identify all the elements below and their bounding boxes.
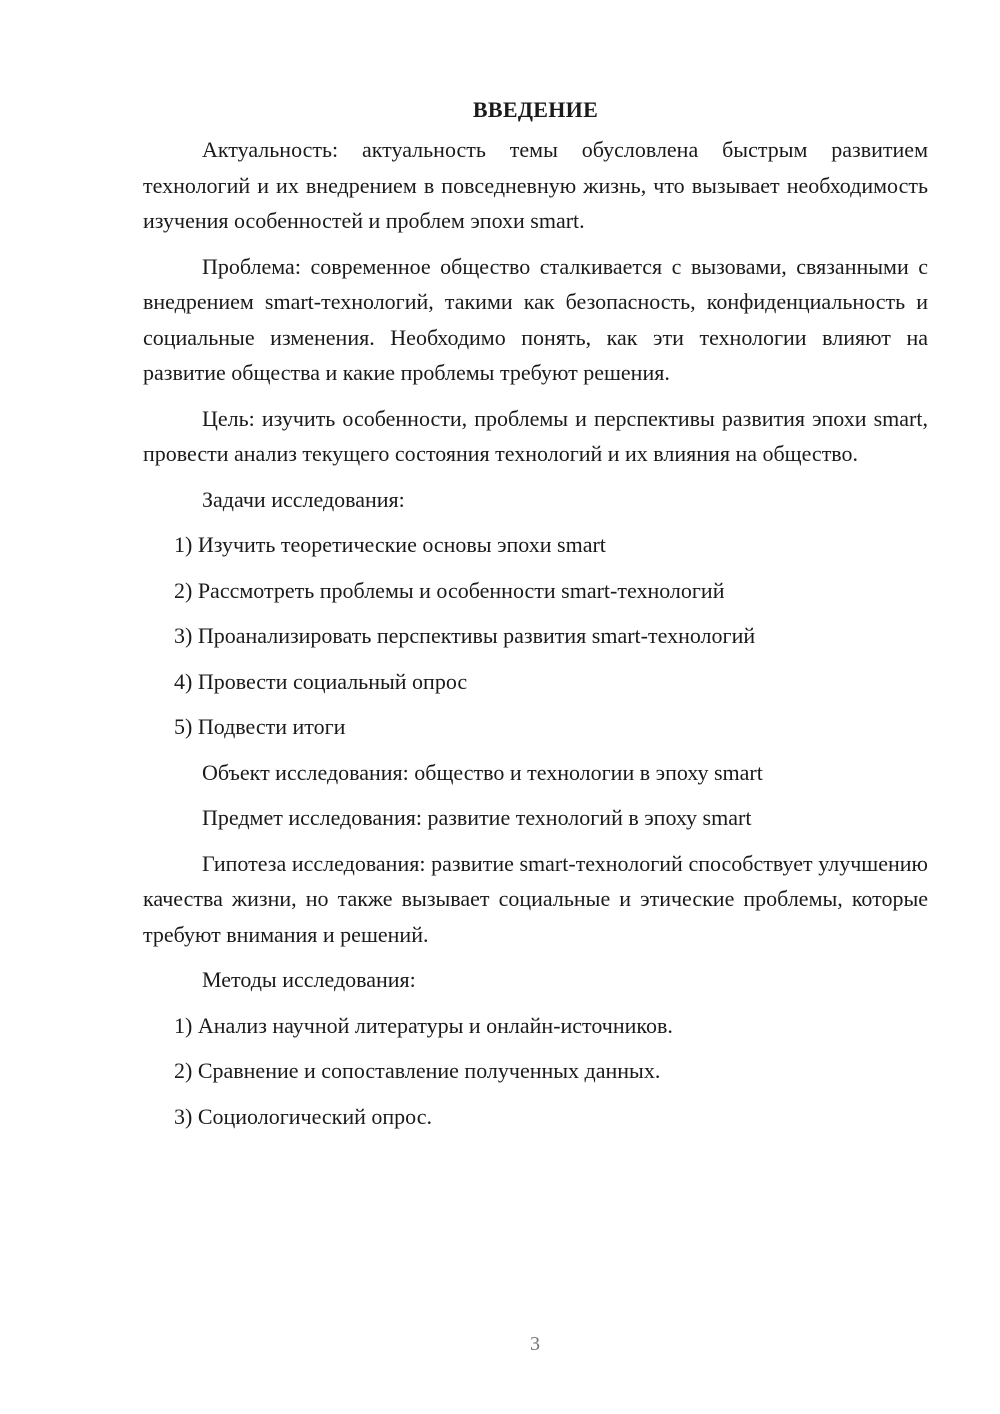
method-item: 3) Социологический опрос. [174,1103,432,1129]
methods-heading: Методы исследования: [202,967,416,992]
object-line: Объект исследования: общество и технологии в эпоху smart [202,759,763,785]
hypothesis-paragraph: Гипотеза исследования: развитие smart-технологий способствует улучшению качества жизни, но также вызывает социальные и этические проблемы, которые требуют внимания и решений. [143,850,928,947]
method-item: 2) Сравнение и сопоставление полученных данных. [174,1058,661,1083]
task-item: 5) Подвести итоги [174,714,346,739]
task-item: 4) Провести социальный опрос [174,668,468,694]
page-number: 3 [530,1333,540,1355]
method-item: 1) Анализ научной литературы и онлайн-источников. [174,1012,673,1038]
page-title: ВВЕДЕНИЕ [472,97,599,122]
relevance-paragraph: Актуальность: актуальность темы обусловлена быстрым развитием технологий и их внедрением в повседневную жизнь, что вызывает необходимость изучения особенностей и проблем эпохи smart. [143,137,928,233]
task-item: 1) Изучить теоретические основы эпохи smart [174,532,606,557]
task-item: 3) Проанализировать перспективы развития smart-технологий [174,623,756,648]
document-body [143,92,928,1144]
problem-paragraph: Проблема: современное общество сталкивается с вызовами, связанными с внедрением smart-технологий, такими как безопасность, конфиденциальность и социальные изменения. Необходимо понять, как эти технологии влияют на развитие общества и какие проблемы требуют решения. [143,253,928,385]
subject-line: Предмет исследования: развитие технологий в эпоху smart [202,805,752,830]
goal-paragraph: Цель: изучить особенности, проблемы и перспективы развития эпохи smart, провести анализ текущего состояния технологий и их влияния на общество. [143,405,928,466]
tasks-heading: Задачи исследования: [202,486,405,512]
task-item: 2) Рассмотреть проблемы и особенности smart-технологий [174,577,725,603]
